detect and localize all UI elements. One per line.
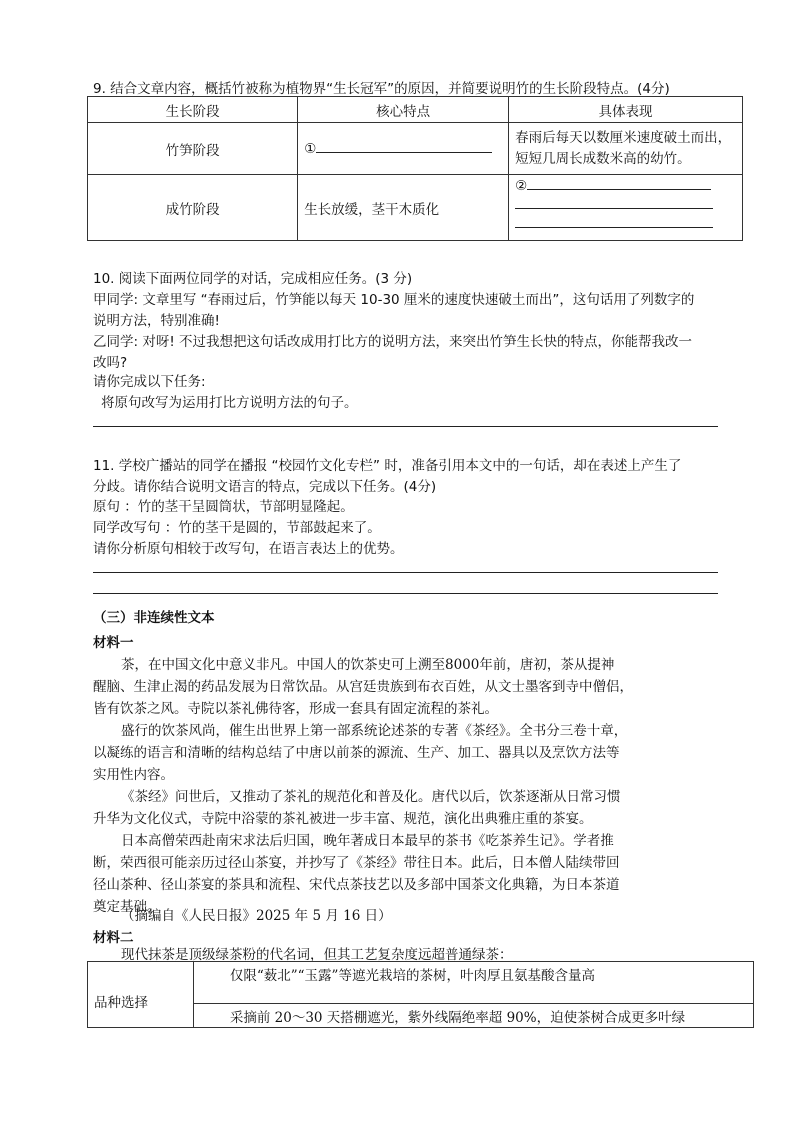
m1-p4-line4: 奠定基础。 [93,899,161,915]
m1-p4-line1: 日本高僧荣西赴南宋求法后归国，晚年著成日本最早的茶书《吃茶养生记》。学者推 [121,833,614,849]
q9-feature-mature: 生长放缓，茎干木质化 [298,175,509,241]
q11-revised: 同学改写句 ：竹的茎干是圆的，节部鼓起来了。 [93,520,381,536]
q9-header-feature: 核心特点 [298,97,509,123]
material1-title: 材料一 [93,635,134,651]
m2-intro: 现代抹茶是顶级绿茶粉的代名词，但其工艺复杂度远超普通绿茶： [121,947,513,963]
q10-task: 将原句改写为运用打比方说明方法的句子。 [101,395,358,411]
q9-feature-shoot [298,123,509,175]
m1-source: （摘编自《人民日报》2025 年 5 月 16 日） [121,908,392,924]
m1-p3-line2: 升华为文化仪式，寺院中浴蒙的茶礼被进一步丰富、规范，演化出典雅庄重的茶宴。 [93,811,593,827]
m1-p2-line1: 盛行的饮茶风尚，催生出世界上第一部系统论述茶的专著《茶经》。全书分三卷十章， [121,723,628,739]
q10-yi-line2: 改吗? [93,355,128,371]
q11-prompt-line2: 分歧。请你结合说明文语言的特点，完成以下任务。(4分) [93,479,437,495]
q11-ask: 请你分析原句相较于改写句，在语言表达上的优势。 [93,541,404,557]
m1-p1-line2: 醒脑、生津止渴的药品发展为日常饮品。从宫廷贵族到布衣百姓，从文士墨客到寺中僧侣， [93,679,633,695]
q9-blank-mark-1: ① [304,140,317,157]
q9-detail-mature [509,175,743,241]
m1-p1-line3: 皆有饮茶之风。寺院以茶礼佛待客，形成一套具有固定流程的茶礼。 [93,701,498,717]
m1-p1-line1: 茶，在中国文化中意义非凡。中国人的饮茶史可上溯至8000年前，唐初，茶从提神 [121,657,615,673]
m2-row-1 [88,962,754,1004]
m2-cell-2: 采摘前 20～30 天搭棚遮光，紫外线隔绝率超 90%，迫使茶树合成更多叶绿 [193,1004,753,1028]
material2-title: 材料二 [93,930,134,946]
q11-answer-line-2[interactable] [93,593,718,594]
q9-answer-blank-2a[interactable] [527,189,711,190]
q10-yi-line1: 乙同学: 对呀! 不过我想把这句话改成用打比方的说明方法，来突出竹笋生长快的特点，你能帮我改一 [93,334,693,350]
q10-jia-line1: 甲同学: 文章里写 “春雨过后，竹笋能以每天 10-30 厘米的速度快速破土而出”，这句话用了列数字的 [93,292,695,308]
q9-detail-shoot-line1: 春雨后每天以数厘米速度破土而出， [515,129,732,146]
q9-answer-blank-2c[interactable] [515,227,713,228]
q9-header-row [88,97,743,123]
q9-detail-shoot-line2: 短短几周长成数米高的幼竹。 [515,150,691,167]
q9-detail-shoot [509,123,743,175]
q9-prompt: 9. 结合文章内容，概括竹被称为植物界“生长冠军”的原因，并简要说明竹的生长阶段特点。(4分) [93,81,670,97]
m1-p2-line2: 以凝练的语言和清晰的结构总结了中唐以前茶的源流、生产、加工、器具以及烹饮方法等 [93,745,620,761]
q10-answer-line[interactable] [93,426,718,427]
m1-p2-line3: 实用性内容。 [93,767,174,783]
q11-prompt-line1: 11. 学校广播站的同学在播报 “校园竹文化专栏” 时，准备引用本文中的一句话，却在表述上产生了 [93,458,682,474]
m2-cell-1: 仅限“薮北”“玉露”等遮光栽培的茶树，叶肉厚且氨基酸含量高 [193,962,753,1004]
q9-stage-mature: 成竹阶段 [88,175,298,241]
q9-answer-blank-2b[interactable] [515,208,713,209]
q10-task-label: 请你完成以下任务: [93,374,206,390]
m1-p4-line2: 断，荣西很可能亲历过径山茶宴，并抄写了《茶经》带往日本。此后，日本僧人陆续带回 [93,855,620,871]
q11-answer-line-1[interactable] [93,572,718,573]
q9-table [87,96,743,241]
m2-row-label: 品种选择 [88,962,194,1028]
q9-blank-mark-2: ② [515,178,528,194]
q9-stage-shoot: 竹笋阶段 [88,123,298,175]
m2-table [87,961,754,1028]
q10-jia-line2: 说明方法，特别准确! [93,313,220,329]
q9-row-mature [88,175,743,241]
q9-answer-blank-1[interactable] [316,152,492,153]
q9-header-stage: 生长阶段 [88,97,298,123]
q11-original: 原句 ：竹的茎干呈圆筒状，节部明显隆起。 [93,499,354,515]
section3-title: （三）非连续性文本 [93,610,215,626]
q10-prompt: 10. 阅读下面两位同学的对话，完成相应任务。(3 分) [93,271,413,287]
m1-p4-line3: 径山茶种、径山茶宴的茶具和流程、宋代点茶技艺以及多部中国茶文化典籍，为日本茶道 [93,877,620,893]
q9-row-shoot [88,123,743,175]
q9-header-detail: 具体表现 [509,97,743,123]
m1-p3-line1: 《茶经》问世后，又推动了茶礼的规范化和普及化。唐代以后，饮茶逐渐从日常习惯 [121,789,621,805]
